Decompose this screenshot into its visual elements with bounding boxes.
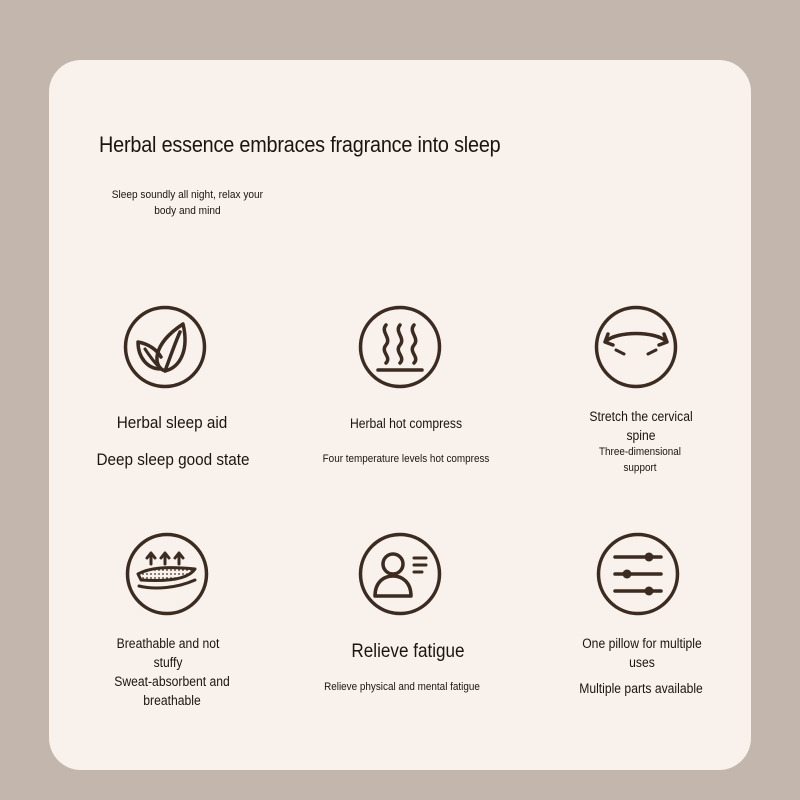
cervical-stretch-icon (594, 305, 678, 389)
page-subtitle: Sleep soundly all night, relax your body and mind (111, 189, 264, 217)
feature-title-relieve-fatigue: Relieve fatigue (351, 641, 465, 662)
person-relax-icon (358, 532, 442, 616)
breathable-layer-icon (125, 532, 209, 616)
feature-desc-physical-mental: Relieve physical and mental fatigue (324, 681, 480, 693)
feature-title-breathable: Breathable and not stuffy (116, 636, 220, 670)
leaf-icon (123, 305, 207, 389)
feature-desc-temperature-levels: Four temperature levels hot compress (322, 453, 490, 465)
feature-desc-sweat-absorbent: Sweat-absorbent and breathable (114, 674, 230, 708)
feature-desc-three-dimensional-support: Three-dimensional support (598, 446, 681, 474)
feature-desc-deep-sleep: Deep sleep good state (96, 450, 250, 469)
feature-title-stretch-cervical-spine: Stretch the cervical spine (589, 409, 693, 443)
feature-title-herbal-hot-compress: Herbal hot compress (349, 416, 463, 431)
feature-title-one-pillow-multiple-uses: One pillow for multiple uses (582, 636, 702, 670)
feature-desc-multiple-parts: Multiple parts available (579, 681, 703, 696)
heat-waves-icon (358, 305, 442, 389)
feature-title-herbal-sleep-aid: Herbal sleep aid (116, 413, 228, 432)
sliders-icon (596, 532, 680, 616)
page-title: Herbal essence embraces fragrance into sleep (99, 132, 501, 157)
